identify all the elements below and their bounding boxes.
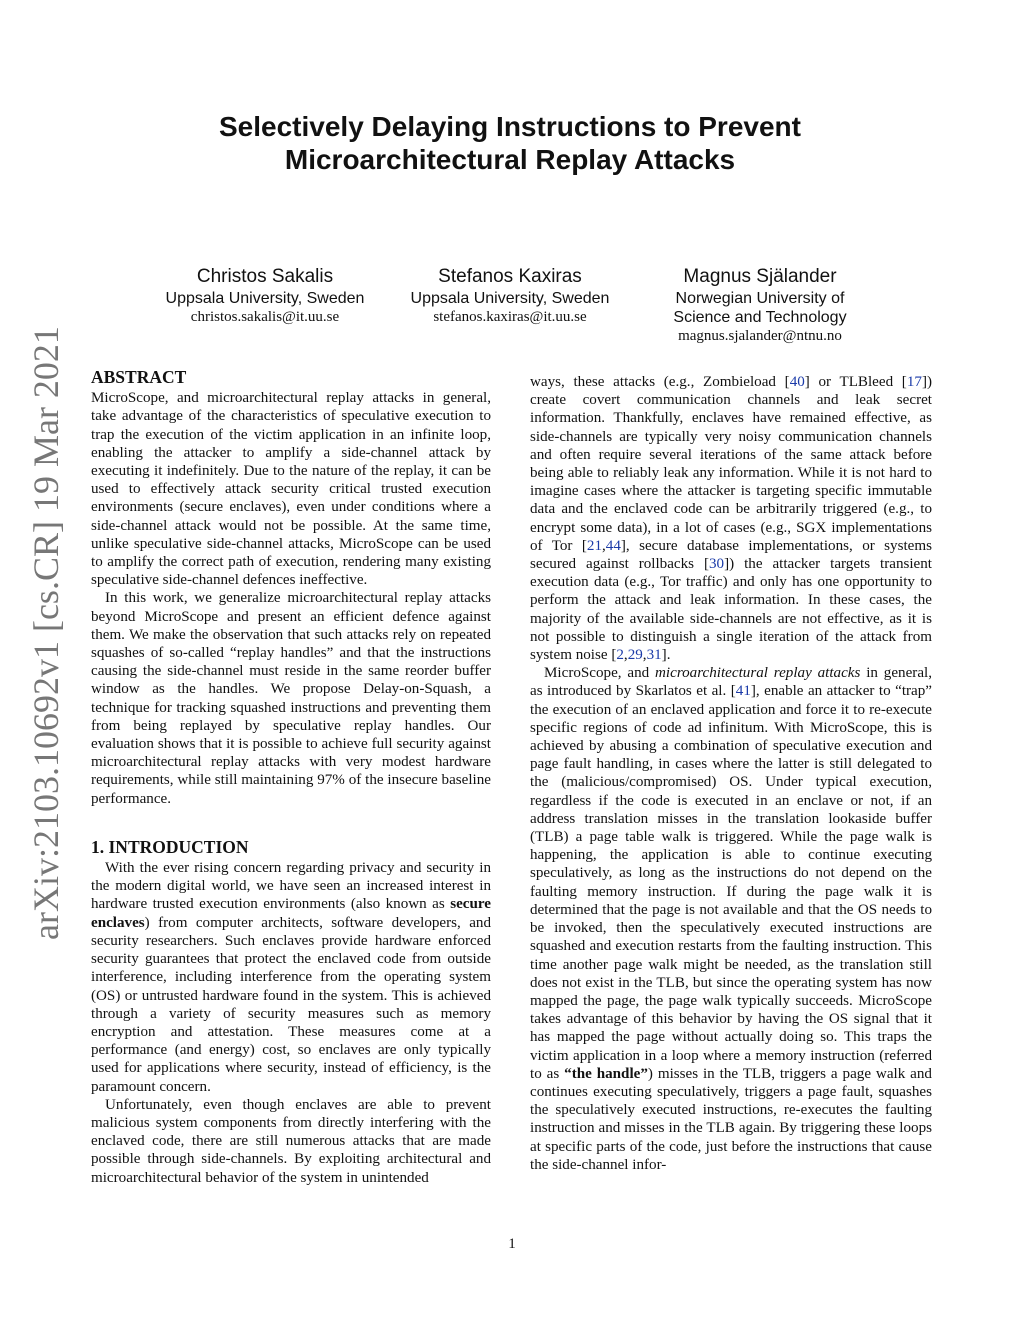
text-run: With the ever rising concern regarding privacy and security in the modern digital world, we have seen an increased interest in hardware trusted execution environments (also known as bbox=[91, 860, 491, 913]
text-run: ], secure database implementations, or systems secured against rollbacks [ bbox=[530, 537, 932, 573]
intro-paragraph-1 bbox=[91, 859, 491, 1096]
page-number: 1 bbox=[508, 1236, 516, 1252]
citation-link[interactable]: 41 bbox=[735, 683, 751, 700]
bold-term: “the handle” bbox=[564, 1065, 648, 1082]
author-affiliation-line-2: Science and Technology bbox=[673, 309, 847, 326]
bold-term: secure enclaves bbox=[91, 896, 491, 931]
intro-paragraph-2: Unfortunately, even though enclaves are able to prevent malicious system components from directly interfering with the enclaved code, there are still numerous attacks that are made possible through side-channels. By exploiting architectural and microarchitectural behavior of the system in unintended bbox=[91, 1096, 491, 1186]
text-run: ]) create covert communication channels and leak secret information. Thankfully, enclaves have remained effective, as side-channels are typically very noisy communication channels and often require several iterations of the same attack before being able to reliably leak any information. While it is not hard to imagine cases where the attacker is targeting specific immutable data and the enclaved code can be arbitrarily triggered (e.g., to encrypt some data), in a lot of cases (e.g., SGX implementations of Tor [ bbox=[530, 374, 932, 554]
text-run: in general, as introduced by Skarlatos et al. [ bbox=[530, 665, 932, 700]
author-affiliation: Uppsala University, Sweden bbox=[410, 290, 610, 307]
text-run: MicroScope, and bbox=[544, 665, 656, 682]
right-paragraph-1 bbox=[530, 373, 932, 664]
citation-link[interactable]: 40 bbox=[789, 374, 805, 390]
paper-title bbox=[160, 110, 860, 176]
author-affiliation-line-1: Norwegian University of bbox=[675, 290, 845, 307]
author-block-3 bbox=[655, 266, 865, 346]
author-block-1 bbox=[155, 266, 375, 327]
citation-link[interactable]: 31 bbox=[646, 647, 662, 664]
title-line-2: Microarchitectural Replay Attacks bbox=[284, 144, 736, 175]
author-block-2 bbox=[400, 266, 620, 327]
author-name: Stefanos Kaxiras bbox=[438, 266, 582, 287]
abstract-heading: ABSTRACT bbox=[91, 367, 187, 387]
author-affiliation: Uppsala University, Sweden bbox=[165, 290, 365, 307]
text-run: ) from computer architects, software developers, and security researchers. Such enclaves provide hardware enforced security guarantees that protect the enclaved code from outside interference, including interference from the operating system (OS) or untrusted hardware found in the system. This is achieved through a variety of security measures such as memory encryption and attestation. These measures come at a performance (and energy) cost, so enclaves are only typically used for applications where security, instead of efficiency, is the paramount concern. bbox=[91, 914, 491, 1095]
abstract-paragraph-1: MicroScope, and microarchitectural replay attacks in general, take advantage of the characteristics of speculative execution to trap the execution of the victim application in an infinite loop, enabling the attacker to amplify a side-channel attack by executing it indefinitely. Due to the nature of the replay, it can be used to effectively attack security critical trusted execution environments (secure enclaves), even under conditions where a side-channel attack would not be possible. At the same time, unlike speculative side-channel attacks, MicroScope can be used to amplify the correct path of execution, rendering many existing speculative side-channel defences ineffective. bbox=[91, 390, 491, 589]
author-email: stefanos.kaxiras@it.uu.se bbox=[433, 309, 587, 325]
citation-link[interactable]: 29 bbox=[627, 647, 643, 664]
italic-term: microarchitectural replay attacks bbox=[655, 665, 861, 682]
author-email: christos.sakalis@it.uu.se bbox=[190, 309, 340, 325]
author-name: Magnus Själander bbox=[683, 266, 837, 287]
author-name: Christos Sakalis bbox=[196, 266, 334, 287]
text-run: ] or TLBleed [ bbox=[804, 374, 907, 390]
citation-link[interactable]: 44 bbox=[605, 537, 621, 554]
arxiv-identifier: arXiv:2103.10692v1 [cs.CR] 19 Mar 2021 bbox=[26, 326, 66, 940]
citation-link[interactable]: 2 bbox=[616, 647, 624, 664]
author-email: magnus.sjalander@ntnu.no bbox=[678, 328, 842, 344]
text-run: ]) the attacker targets transient execution data (e.g., Tor traffic) and only has one opportunity to perform the attack and leak information. In these cases, the majority of the available side-channels are not effective, as it is not possible to distinguish a single iteration of the attack from system noise [ bbox=[530, 556, 932, 664]
text-run: , bbox=[642, 647, 647, 664]
text-run: , bbox=[623, 647, 628, 664]
abstract-paragraph-2: In this work, we generalize microarchitectural replay attacks beyond MicroScope and present an efficient defence against them. We make the observation that such attacks rely on repeated squashes of so-called “replay handles” and that the instructions causing the side-channel must reside in the same reorder buffer window as the handles. We propose Delay-on-Squash, a technique for tracking squashed instructions and preventing them from being replayed by speculative replay handles. Our evaluation shows that it is possible to achieve full security against microarchitectural replay attacks with very modest hardware requirements, while still maintaining 97% of the insecure baseline performance. bbox=[91, 590, 491, 807]
left-column bbox=[91, 368, 491, 1187]
citation-link[interactable]: 30 bbox=[709, 556, 725, 573]
citation-link[interactable]: 17 bbox=[906, 374, 922, 390]
text-run: ) misses in the TLB, triggers a page walk and continues executing speculatively, triggers a page fault, squashes the speculatively executed instructions, re-executes the faulting instruction and misses in the TLB again. By triggering these loops at specific parts of the code, just before the instructions that cause the side-channel infor- bbox=[530, 1065, 932, 1173]
text-run: ]. bbox=[661, 647, 671, 664]
right-paragraph-2 bbox=[530, 664, 932, 1174]
text-run: ways, these attacks (e.g., Zombieload [ bbox=[530, 374, 790, 390]
text-run: , bbox=[601, 537, 606, 554]
right-column bbox=[530, 373, 932, 1174]
text-run: ], enable an attacker to “trap” the execution of an enclaved application and force it to re-execute specific regions of code ad infinitum. With MicroScope, this is achieved by abusing a combination of speculative execution and page fault handling, in cases where the latter is still delegated to the (malicious/compromised) OS. Under typical execution, regardless if the code is executed in an enclave or not, if an address translation misses in the translation lookaside buffer (TLB) a page table walk is triggered. While the page walk is happening, the application is able to continue executing speculatively, as long as the instructions do not depend on the faulting memory instruction. If during the page walk it is determined that the page is not available and that the OS needs to be invoked, then the speculatively executed instructions are squashed and execution restarts from the faulting instruction. This time another page walk might be needed, as the translation still does not exist in the TLB, but since the operating system has now mapped the page, the page walk typically succeeds. MicroScope takes advantage of this behavior by having the OS signal that it has mapped the page without actually doing so. This traps the victim application in a loop where a memory instruction (referred to as bbox=[530, 683, 932, 1082]
title-line-1: Selectively Delaying Instructions to Prevent bbox=[219, 111, 801, 142]
introduction-heading: 1. INTRODUCTION bbox=[91, 836, 249, 857]
citation-link[interactable]: 21 bbox=[586, 537, 602, 554]
